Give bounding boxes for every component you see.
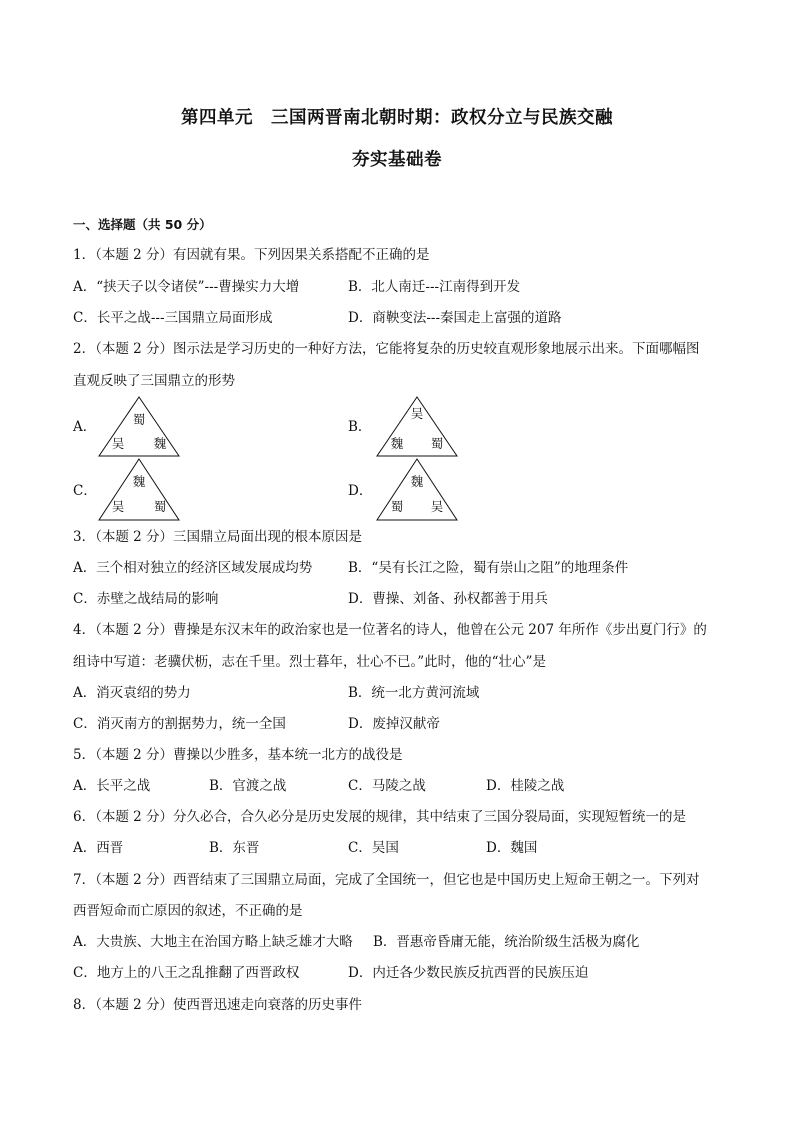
- question-4-stem-line-2: 组诗中写道：老骥伏枥，志在千里。烈士暮年，壮心不已。”此时，他的“壮心”是: [73, 654, 546, 670]
- triangle-a-right-label: 魏: [153, 436, 167, 451]
- question-4-option-d[interactable]: D．废掉汉献帝: [348, 716, 440, 732]
- triangle-a-top-label: 蜀: [132, 412, 146, 427]
- question-2-stem-line-1: 2．（本题 2 分）图示法是学习历史的一种好方法，它能将复杂的历史较直观形象地展示出来。下面哪幅图: [73, 341, 700, 357]
- question-4-option-c[interactable]: C．消灭南方的割据势力，统一全国: [73, 716, 286, 732]
- question-3-option-a[interactable]: A．三个相对独立的经济区域发展成均势: [73, 560, 313, 576]
- question-2-option-a[interactable]: A．: [73, 419, 97, 435]
- question-3-option-b[interactable]: B．“吴有长江之险，蜀有崇山之阻”的地理条件: [348, 560, 629, 576]
- question-3-stem: 3．（本题 2 分）三国鼎立局面出现的根本原因是: [73, 529, 363, 545]
- triangle-a-left-label: 吴: [111, 436, 125, 451]
- triangle-d: [377, 459, 457, 520]
- question-2-option-d[interactable]: D．: [348, 483, 373, 499]
- question-4-stem-line-1: 4．（本题 2 分）曹操是东汉末年的政治家也是一位著名的诗人，他曾在公元 207 年所作《步出夏门行》的: [73, 622, 707, 638]
- question-7-stem-line-2: 西晋短命而亡原因的叙述，不正确的是: [73, 903, 303, 919]
- question-2-option-c[interactable]: C．: [73, 483, 97, 499]
- triangle-c-top-label: 魏: [132, 474, 146, 489]
- question-1-option-b[interactable]: B．北人南迁---江南得到开发: [348, 279, 521, 295]
- page-subtitle: 夯实基础卷: [352, 150, 442, 170]
- question-6-option-a[interactable]: A．西晋: [73, 840, 124, 856]
- question-7-option-a[interactable]: A．大贵族、大地主在治国方略上缺乏雄才大略: [73, 934, 353, 950]
- question-6-stem: 6．（本题 2 分）分久必合，合久必分是历史发展的规律，其中结束了三国分裂局面，实现短暂统一的是: [73, 809, 687, 825]
- page-title: 第四单元 三国两晋南北朝时期：政权分立与民族交融: [181, 108, 613, 128]
- triangle-b-left-label: 魏: [390, 436, 404, 451]
- question-6-option-b[interactable]: B．东晋: [209, 840, 260, 856]
- question-4-option-a[interactable]: A．消灭袁绍的势力: [73, 685, 191, 701]
- question-7-stem-line-1: 7．（本题 2 分）西晋结束了三国鼎立局面，完成了全国统一，但它也是中国历史上短命王朝之一。下列对: [73, 872, 700, 888]
- question-3-option-c[interactable]: C．赤壁之战结局的影响: [73, 591, 219, 607]
- question-2-option-b[interactable]: B．: [348, 419, 372, 435]
- question-5-option-a[interactable]: A．长平之战: [73, 778, 151, 794]
- question-5-option-b[interactable]: B．官渡之战: [209, 778, 287, 794]
- question-7-option-b[interactable]: B．晋惠帝昏庸无能，统治阶级生活极为腐化: [373, 934, 640, 950]
- triangle-b-shape: [377, 397, 457, 456]
- question-7-option-c[interactable]: C．地方上的八王之乱推翻了西晋政权: [73, 965, 300, 981]
- triangle-b-top-label: 吴: [410, 406, 424, 421]
- question-1-option-c[interactable]: C．长平之战---三国鼎立局面形成: [73, 310, 273, 326]
- question-6-option-d[interactable]: D．魏国: [486, 840, 538, 856]
- triangle-b: [377, 397, 457, 456]
- triangle-c-shape: [99, 459, 179, 520]
- section-heading: 一、选择题（共 50 分）: [73, 217, 212, 232]
- question-1-stem: 1．（本题 2 分）有因就有果。下列因果关系搭配不正确的是: [73, 247, 430, 263]
- question-7-option-d[interactable]: D．内迁各少数民族反抗西晋的民族压迫: [348, 965, 589, 981]
- question-5-stem: 5．（本题 2 分）曹操以少胜多，基本统一北方的战役是: [73, 747, 403, 763]
- triangle-d-left-label: 蜀: [390, 499, 404, 514]
- triangle-c-left-label: 吴: [111, 499, 125, 514]
- question-3-option-d[interactable]: D．曹操、刘备、孙权都善于用兵: [348, 591, 548, 607]
- question-2-stem-line-2: 直观反映了三国鼎立的形势: [73, 373, 235, 389]
- triangle-b-right-label: 蜀: [430, 436, 444, 451]
- triangle-a: [99, 397, 179, 456]
- question-1-option-a[interactable]: A．“挟天子以令诸侯”---曹操实力大增: [73, 279, 300, 295]
- triangle-c: [99, 459, 179, 520]
- triangle-d-shape: [377, 459, 457, 520]
- triangle-d-right-label: 吴: [430, 499, 444, 514]
- question-4-option-b[interactable]: B．统一北方黄河流域: [348, 685, 480, 701]
- question-8-stem: 8．（本题 2 分）使西晋迅速走向衰落的历史事件: [73, 997, 363, 1013]
- question-5-option-c[interactable]: C．马陵之战: [348, 778, 426, 794]
- triangle-c-right-label: 蜀: [153, 499, 167, 514]
- triangle-a-shape: [99, 397, 179, 456]
- question-6-option-c[interactable]: C．吴国: [348, 840, 399, 856]
- question-1-option-d[interactable]: D．商鞅变法---秦国走上富强的道路: [348, 310, 562, 326]
- triangle-d-top-label: 魏: [410, 474, 424, 489]
- question-5-option-d[interactable]: D．桂陵之战: [486, 778, 565, 794]
